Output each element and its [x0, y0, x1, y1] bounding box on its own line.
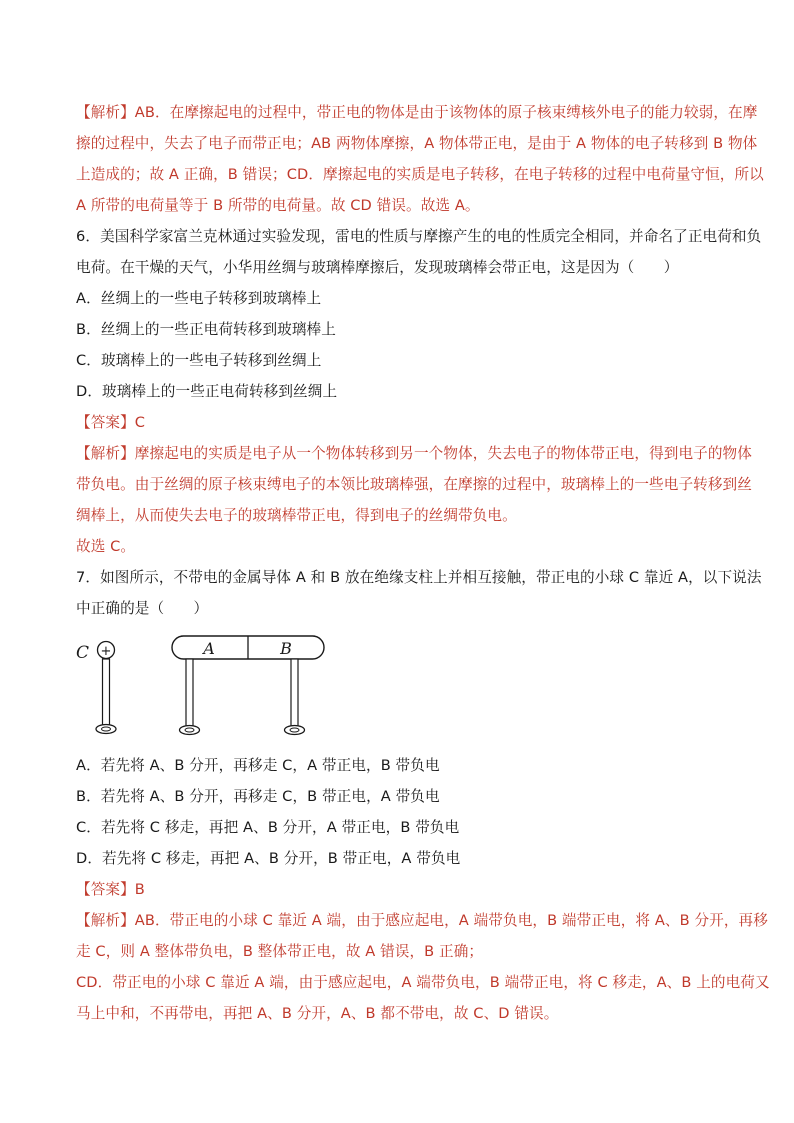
explanation-tag: 【解析】 — [76, 445, 135, 462]
question-7-explanation: 【解析】AB．带正电的小球 C 靠近 A 端，由于感应起电，A 端带负电，B 端带正电，将 A、B 分开，再移 — [76, 912, 768, 929]
question-6-answer: 【答案】C — [76, 414, 146, 431]
conductor-a-label: A — [203, 639, 215, 658]
explanation-tag: 【解析】 — [76, 912, 135, 929]
explanation-line: A 所带的电荷量等于 B 所带的电荷量。故 CD 错误。故选 A。 — [76, 197, 480, 214]
question-7-option-a: A．若先将 A、B 分开，再移走 C，A 带正电，B 带负电 — [76, 757, 440, 774]
conductor-b-label: B — [280, 639, 292, 658]
explanation-line: 【解析】AB．在摩擦起电的过程中，带正电的物体是由于该物体的原子核束缚核外电子的能力较弱，在摩 — [76, 104, 758, 121]
explanation-line: 走 C，则 A 整体带负电，B 整体带正电，故 A 错误，B 正确； — [76, 943, 484, 960]
explanation-line: 擦的过程中，失去了电子而带正电；AB 两物体摩擦，A 物体带正电，是由于 A 物体的电子转移到 B 物体 — [76, 135, 758, 152]
question-6-stem: 6．美国科学家富兰克林通过实验发现，雷电的性质与摩擦产生的电的性质完全相同，并命名了正电荷和负 — [76, 228, 762, 245]
explanation-line: 故选 C。 — [76, 538, 136, 555]
explanation-line: 绸棒上，从而使失去电子的玻璃棒带正电，得到电子的丝绸带负电。 — [76, 507, 517, 524]
stand-b-pole — [291, 659, 298, 727]
positive-sign: + — [100, 644, 112, 659]
explanation-line: 马上中和，不再带电，再把 A、B 分开，A、B 都不带电，故 C、D 错误。 — [76, 1005, 559, 1022]
question-7-answer: 【答案】B — [76, 881, 145, 898]
explanation-tag: 【解析】 — [76, 104, 135, 121]
induction-figure — [72, 630, 332, 745]
question-6-option-d: D．玻璃棒上的一些正电荷转移到丝绸上 — [76, 383, 338, 400]
ball-stand-pole — [103, 659, 110, 725]
question-7-stem: 中正确的是（ ） — [76, 600, 209, 617]
question-6-option-c: C．玻璃棒上的一些电子转移到丝绸上 — [76, 352, 322, 369]
explanation-line: 带负电。由于丝绸的原子核束缚电子的本领比玻璃棒强，在摩擦的过程中，玻璃棒上的一些电子转移到丝 — [76, 476, 752, 493]
explanation-line: 上造成的；故 A 正确，B 错误；CD．摩擦起电的实质是电子转移，在电子转移的过程中电荷量守恒，所以 — [76, 166, 764, 183]
question-7-option-c: C．若先将 C 移走，再把 A、B 分开，A 带正电，B 带负电 — [76, 819, 460, 836]
induction-diagram — [72, 630, 332, 745]
question-7-option-d: D．若先将 C 移走，再把 A、B 分开，B 带正电，A 带负电 — [76, 850, 461, 867]
question-6-option-a: A．丝绸上的一些电子转移到玻璃棒上 — [76, 290, 322, 307]
question-6-stem: 电荷。在干燥的天气，小华用丝绸与玻璃棒摩擦后，发现玻璃棒会带正电，这是因为（ ） — [76, 259, 679, 276]
answer-tag: 【答案】 — [76, 414, 135, 431]
stand-a-pole — [186, 659, 193, 727]
question-6-explanation: 【解析】摩擦起电的实质是电子从一个物体转移到另一个物体，失去电子的物体带正电，得到电子的物体 — [76, 445, 752, 462]
ball-c-label: C — [76, 643, 90, 663]
question-7-option-b: B．若先将 A、B 分开，再移走 C，B 带正电，A 带负电 — [76, 788, 440, 805]
question-6-option-b: B．丝绸上的一些正电荷转移到玻璃棒上 — [76, 321, 336, 338]
question-7-stem: 7．如图所示，不带电的金属导体 A 和 B 放在绝缘支柱上并相互接触，带正电的小球 C 靠近 A，以下说法 — [76, 569, 762, 586]
explanation-line: CD．带正电的小球 C 靠近 A 端，由于感应起电，A 端带负电，B 端带正电，将 C 移走，A、B 上的电荷又 — [76, 974, 770, 991]
answer-tag: 【答案】 — [76, 881, 135, 898]
